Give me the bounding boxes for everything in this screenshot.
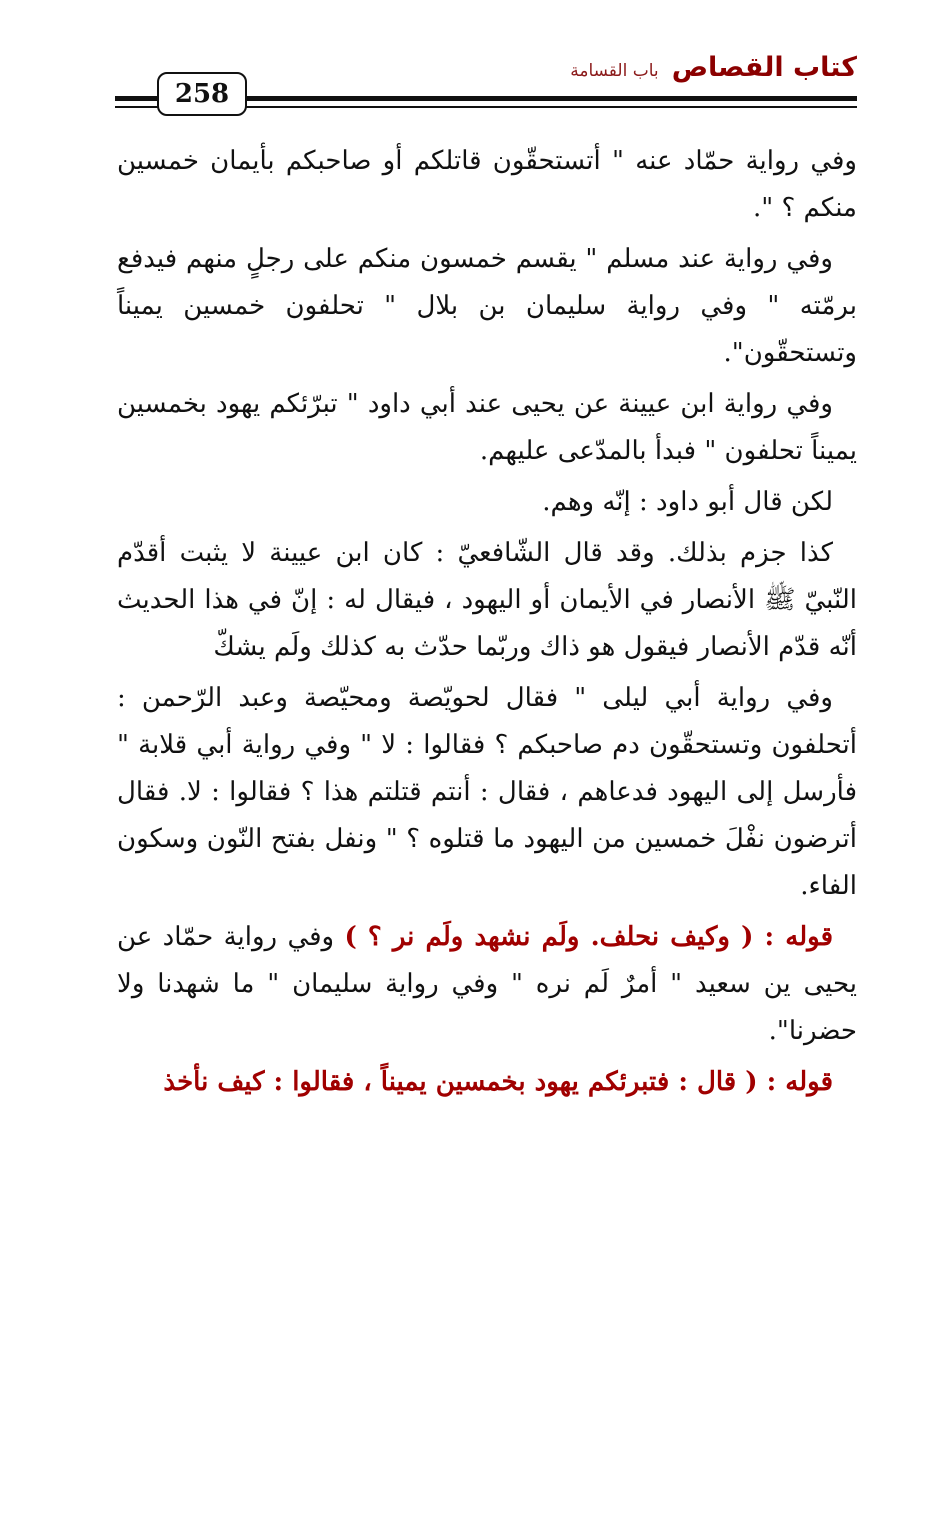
paragraph-text: وفي رواية حمّاد عن يحيى ين سعيد " أمرٌ لَم نره " وفي رواية سليمان " ما شهدنا ولا حضرنا". <box>117 922 857 1046</box>
running-head <box>570 52 857 83</box>
paragraph-text: كذا جزم بذلك. وقد قال الشّافعيّ : كان ابن عيينة لا يثبت أقدّم النّبيّ ﷺ الأنصار في الأيمان أو اليهود ، فيقال له : إنّ في هذا الحديث أنّه قدّم الأنصار فيقول هو ذاك وربّما حدّث به كذلك ولَم يشكّ <box>117 538 857 662</box>
page-number: 258 <box>157 72 247 116</box>
book-title: كتاب القصاص <box>671 52 857 83</box>
paragraph-text: لكن قال أبو داود : إنّه وهم. <box>542 487 833 517</box>
paragraph-text: وفي رواية حمّاد عنه " أتستحقّون قاتلكم أو صاحبكم بأيمان خمسين منكم ؟ ". <box>117 146 857 223</box>
paragraph <box>117 479 857 526</box>
paragraph <box>117 381 857 475</box>
paragraph <box>117 236 857 377</box>
quoted-phrase: قوله : ( وكيف نحلف. ولَم نشهد ولَم نر ؟ ) <box>344 922 834 952</box>
paragraph <box>117 138 857 232</box>
paragraph-text: وفي رواية أبي ليلى " فقال لحويّصة ومحيّصة وعبد الرّحمن : أتحلفون وتستحقّون دم صاحبكم ؟ فقالوا : لا " وفي رواية أبي قلابة " فأرسل إلى اليهود فدعاهم ، فقال : أنتم قتلتم هذا ؟ فقالوا : لا. فقال أترضون نفْلَ خمسين من اليهود ما قتلوه ؟ " ونفل بفتح النّون وسكون الفاء. <box>117 683 857 901</box>
paragraph <box>117 530 857 671</box>
paragraph <box>117 1059 857 1106</box>
page-header <box>0 0 945 130</box>
paragraph <box>117 914 857 1055</box>
paragraph-text: وفي رواية ابن عيينة عن يحيى عند أبي داود " تبرّئكم يهود بخمسين يميناً تحلفون " فبدأ بالمدّعى عليهم. <box>117 389 857 466</box>
chapter-title: باب القسامة <box>570 61 659 81</box>
paragraph <box>117 675 857 910</box>
quoted-phrase: قوله : ( قال : فتبرئكم يهود بخمسين يميناً ، فقالوا : كيف نأخذ <box>163 1067 833 1097</box>
paragraph-text: وفي رواية عند مسلم " يقسم خمسون منكم على رجلٍ منهم فيدفع برمّته " وفي رواية سليمان بن بلال " تحلفون خمسين يميناً وتستحقّون". <box>117 244 857 368</box>
page-body <box>117 138 857 1110</box>
